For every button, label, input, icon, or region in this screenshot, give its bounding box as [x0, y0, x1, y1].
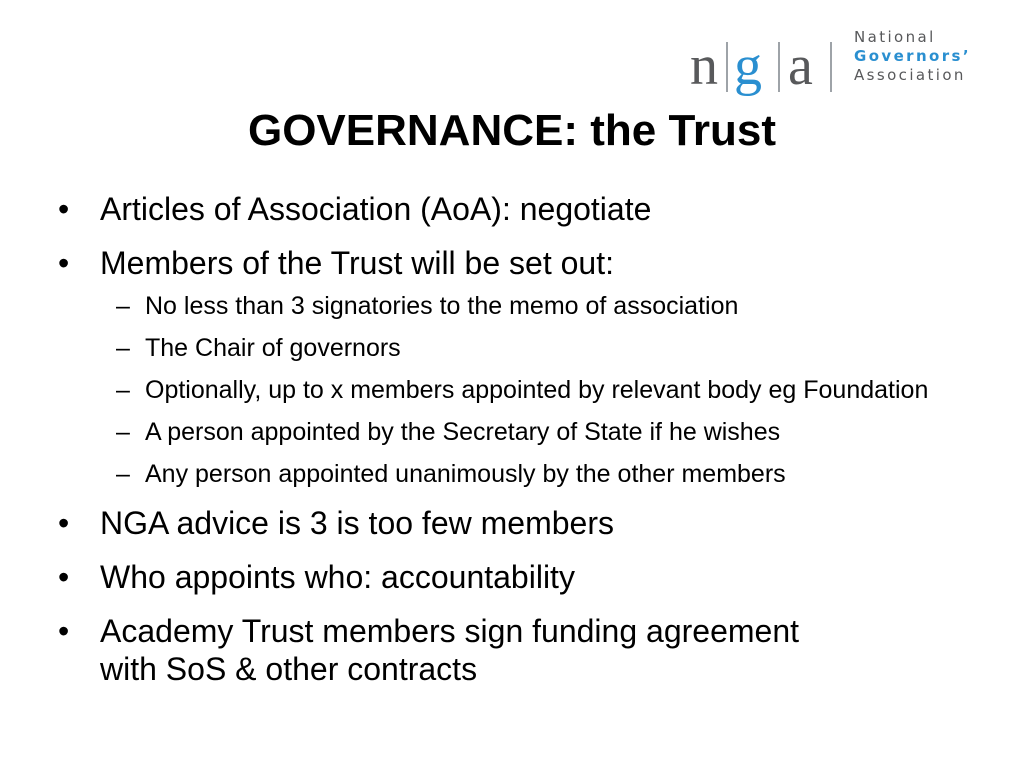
sub-bullet-item [116, 416, 968, 448]
logo-wordmark-line-1: National [854, 28, 936, 46]
logo-letter-g: g [734, 35, 762, 97]
bullet-item [58, 504, 968, 542]
bullet-marker: • [58, 245, 70, 281]
dash-marker: – [116, 460, 130, 488]
dash-marker: – [116, 418, 130, 446]
slide-title: GOVERNANCE: the Trust [247, 106, 777, 155]
logo-divider [726, 42, 728, 92]
bullet-item [58, 558, 968, 596]
bullet-marker: • [58, 559, 70, 595]
sub-bullet-item [116, 332, 968, 364]
bullet-marker: • [58, 613, 70, 649]
bullet-item [58, 244, 968, 282]
logo-wordmark-line-3: Association [854, 66, 966, 84]
logo-divider [830, 42, 832, 92]
dash-marker: – [116, 334, 130, 362]
sub-bullet-item [116, 458, 968, 490]
slide-body [58, 190, 968, 688]
bullet-text: Who appoints who: accountability [100, 559, 575, 595]
bullet-text: Members of the Trust will be set out: [100, 245, 614, 281]
bullet-text: NGA advice is 3 is too few members [100, 505, 614, 541]
sub-bullet-text: The Chair of governors [145, 334, 401, 362]
logo-wordmark-line-2: Governors’ [854, 47, 971, 65]
logo-letter-a: a [788, 35, 813, 97]
sub-bullet-text: Any person appointed unanimously by the other members [145, 460, 786, 488]
sub-bullet-item [116, 290, 968, 322]
logo-divider [778, 42, 780, 92]
dash-marker: – [116, 292, 130, 320]
logo-letter-n: n [690, 35, 718, 97]
sub-bullet-text: No less than 3 signatories to the memo of association [145, 292, 739, 320]
bullet-item [58, 612, 840, 688]
bullet-item [58, 190, 968, 228]
bullet-text: Articles of Association (AoA): negotiate [100, 191, 652, 227]
sub-bullet-text: A person appointed by the Secretary of State if he wishes [145, 418, 781, 446]
dash-marker: – [116, 376, 130, 404]
nga-logo [690, 28, 990, 100]
bullet-marker: • [58, 191, 70, 227]
bullet-marker: • [58, 505, 70, 541]
sub-bullet-item [116, 374, 968, 406]
logo-wordmark [854, 28, 971, 85]
bullet-text: Academy Trust members sign funding agreement with SoS & other contracts [100, 613, 799, 687]
sub-bullet-text: Optionally, up to x members appointed by relevant body eg Foundation [145, 376, 929, 404]
